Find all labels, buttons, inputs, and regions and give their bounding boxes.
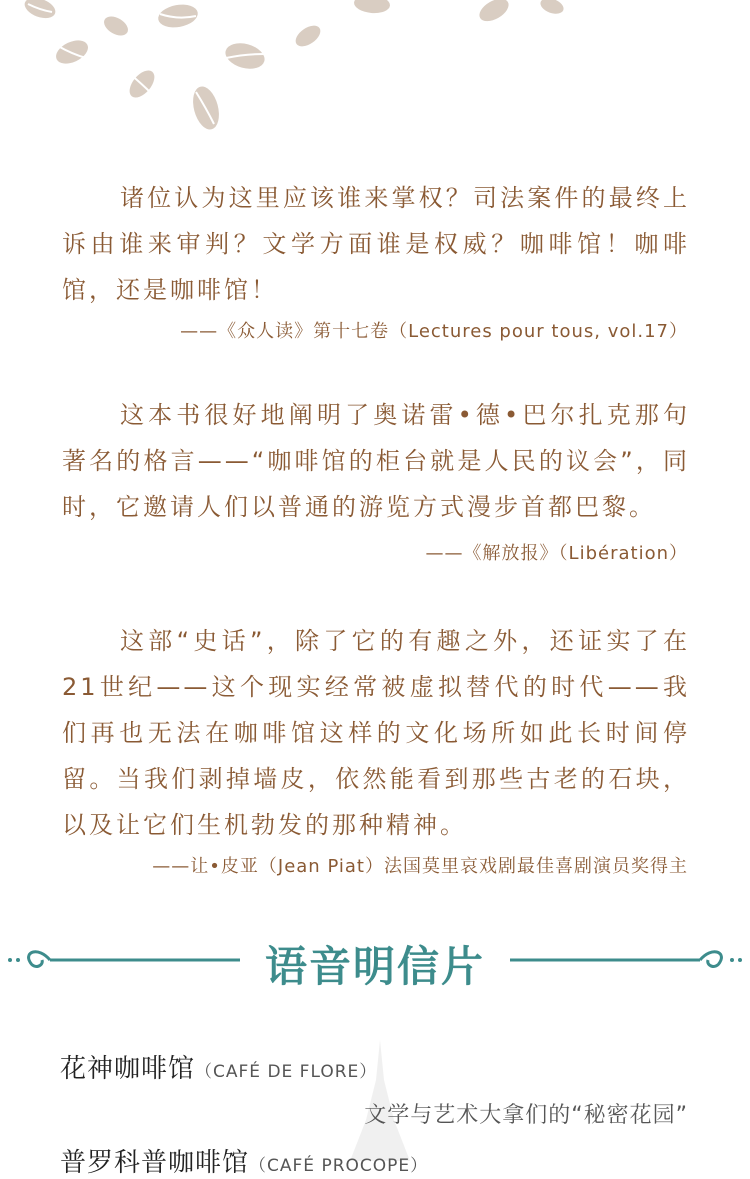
card-name: 花神咖啡馆 [60,1054,196,1084]
quote-text: 这部“史话”，除了它的有趣之外，还证实了在21世纪——这个现实经常被虚拟替代的时代——我们再也无法在咖啡馆这样的文化场所如此长时间停留。当我们剥掉墙皮，依然能看到那些古老的石块，以及让它们生机勃发的那种精神。 [62,627,690,839]
card-subtitle: 文学与艺术大拿们的“秘密花园” [364,1103,688,1128]
section-title: 语音明信片 [264,942,485,991]
quote-source: ——《众人读》第十七卷（Lectures pour tous, vol.17） [180,321,688,342]
card-title-flore[interactable] [60,1048,377,1085]
card-name-en: （CAFÉ PROCOPE） [249,1156,429,1176]
coffee-beans-decoration [0,0,750,140]
card-name: 普罗科普咖啡馆 [60,1148,250,1178]
card-name-en: （CAFÉ DE FLORE） [195,1062,378,1082]
quote-2 [62,392,690,530]
quote-source: ——《解放报》（Libération） [425,543,688,564]
quote-1 [62,175,690,313]
quote-source: ——让•皮亚（Jean Piat）法国莫里哀戏剧最佳喜剧演员奖得主 [152,856,688,877]
quote-text: 诸位认为这里应该谁来掌权？司法案件的最终上诉由谁来审判？文学方面谁是权威？咖啡馆！咖啡馆，还是咖啡馆！ [62,184,690,304]
quote-3 [62,618,690,848]
quote-text: 这本书很好地阐明了奥诺雷•德•巴尔扎克那句著名的格言——“咖啡馆的柜台就是人民的议会”，同时，它邀请人们以普通的游览方式漫步首都巴黎。 [62,401,690,521]
